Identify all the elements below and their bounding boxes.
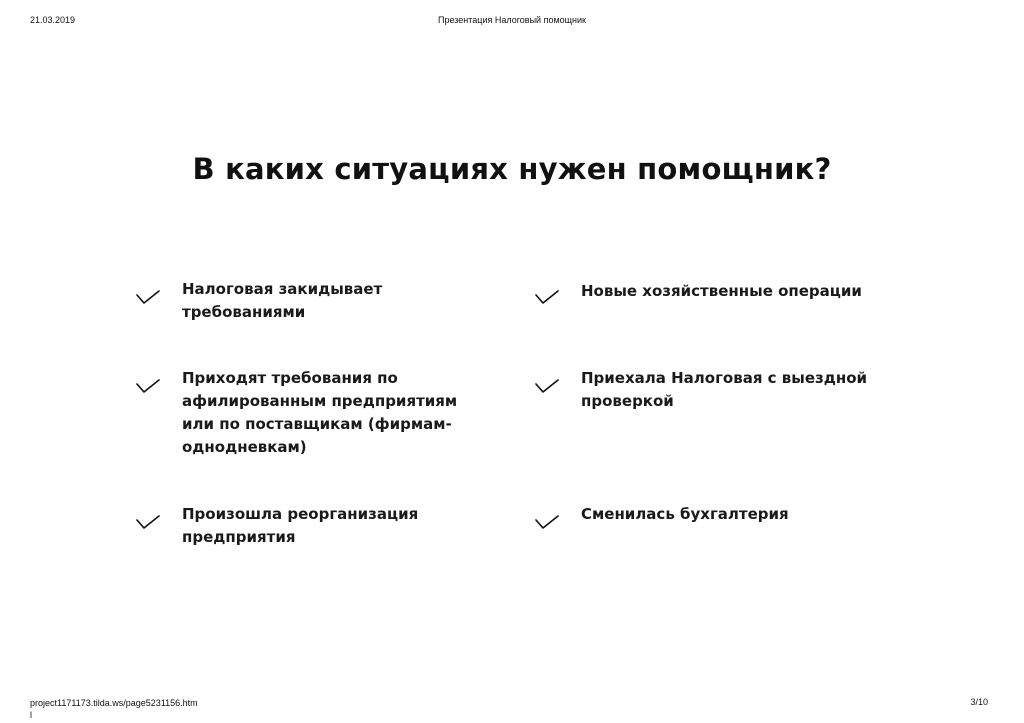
checkmark-icon (136, 514, 160, 530)
checkmark-icon (136, 378, 160, 394)
situation-label: Произошла реорганизация предприятия (182, 505, 419, 546)
checkmark-icon (535, 514, 559, 530)
situation-label: Приходят требования по афилированным предприятиям или по поставщикам (фирмам-однодневкам) (182, 369, 458, 456)
situation-label: Сменилась бухгалтерия (581, 505, 789, 523)
print-date: 21.03.2019 (30, 15, 76, 25)
situation-label: Новые хозяйственные операции (581, 282, 862, 300)
print-url (30, 697, 198, 721)
checkmark-icon (535, 289, 559, 305)
situation-label: Налоговая закидывает требованиями (182, 280, 383, 321)
page-number: 3/10 (970, 697, 988, 707)
checkmark-icon (535, 378, 559, 394)
checkmark-icon (136, 289, 160, 305)
print-url-continuation: l (30, 710, 32, 720)
print-url-text: project1171173.tilda.ws/page5231156.htm (30, 698, 198, 708)
situation-label: Приехала Налоговая с выездной проверкой (581, 369, 868, 410)
print-document-title: Презентация Налоговый помощник (437, 15, 586, 25)
slide-title: В каких ситуациях нужен помощник? (192, 152, 832, 186)
